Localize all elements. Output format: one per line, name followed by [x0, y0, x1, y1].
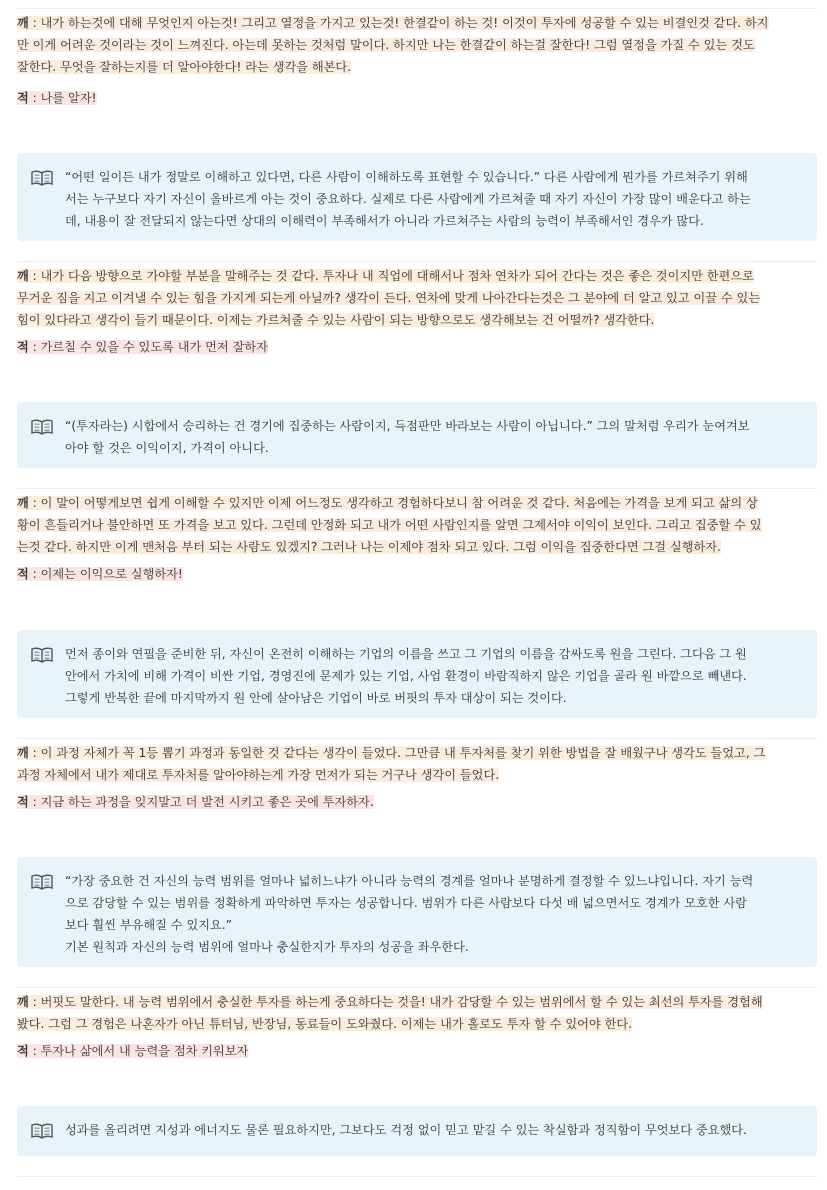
- reflection-text: 힘이 있다라고 생각이 들기 때문이다. 이제는 가르쳐줄 수 있는 사람이 되는 방향으로도 생각해보는 건 어떨까? 생각한다.: [17, 313, 655, 327]
- reflection-text: 봤다. 그럼 그 경험은 나혼자가 아닌 튜터님, 반장님, 동료들이 도와줬다. 이제는 내가 홀로도 투자 할 수 있어야 한다.: [17, 1017, 633, 1031]
- action-block[interactable]: [17, 336, 813, 358]
- open-book-icon: [31, 647, 53, 663]
- reflection-text: 내가 하는것에 대해 무엇인지 아는것! 그리고 열정을 가지고 있는것! 한결같이 하는 것! 이것이 투자에 성공할 수 있는 비결인것 같다. 하지: [40, 16, 769, 30]
- reflection-block[interactable]: [17, 742, 813, 786]
- separator: :: [28, 269, 41, 283]
- reflection-line: [17, 34, 813, 56]
- quote-line: 으로 감당할 수 있는 범위를 정확하게 파악하면 투자는 성공합니다. 범위가 다른 사람보다 다섯 배 넓으면서도 경계가 모호한 사람: [65, 896, 747, 910]
- apply-label: 적: [17, 795, 29, 809]
- reflection-text: 무거운 짐을 지고 이겨낼 수 있는 힘을 가지게 되는게 아닐까? 생각이 든다. 연차에 맞게 나아간다는것은 그 분야에 더 알고 있고 이끌 수 있는: [17, 291, 761, 305]
- separator: :: [28, 1044, 41, 1058]
- separator: :: [28, 16, 41, 30]
- divider: [17, 738, 817, 739]
- reflection-text: 내가 다음 방향으로 가야할 부분을 말해주는 것 같다. 투자나 내 직업에 대해서나 점차 연차가 되어 간다는 것은 좋은 것이지만 한편으로: [40, 269, 754, 283]
- reflection-line: [17, 514, 813, 536]
- quote-line: 안에서 가치에 비해 가격이 비싼 기업, 경영진에 문제가 있는 기업, 사업 환경이 바람직하지 않은 기업을 골라 원 바깥으로 빼낸다.: [65, 669, 747, 683]
- separator: :: [28, 91, 41, 105]
- separator: :: [28, 746, 41, 760]
- reflection-text: 이 말이 어떻게보면 쉽게 이해할 수 있지만 이제 어느정도 생각하고 경험하다보니 참 어려운 것 같다. 처음에는 가격을 보게 되고 삶의 상: [40, 496, 758, 510]
- divider: [17, 488, 817, 489]
- separator: :: [28, 496, 41, 510]
- action-line: [17, 336, 813, 358]
- separator: :: [28, 795, 41, 809]
- action-text: 지금 하는 과정을 잊지말고 더 발전 시키고 좋은 곳에 투자하자.: [40, 795, 374, 809]
- quote-callout[interactable]: [17, 402, 817, 468]
- action-block[interactable]: [17, 87, 813, 109]
- action-text: 가르칠 수 있을 수 있도록 내가 먼저 잘하자: [40, 340, 268, 354]
- action-text: 이제는 이익으로 실행하자!: [40, 567, 183, 581]
- quote-line: 먼저 종이와 연필을 준비한 뒤, 자신이 온전히 이해하는 기업의 이름을 쓰고 그 기업의 이름을 감싸도록 원을 그린다. 그다음 그 원: [65, 647, 747, 661]
- open-book-icon: [31, 1123, 53, 1139]
- reflection-text: 는것 같다. 하지만 이게 맨처음 부터 되는 사람도 있겠지? 그러나 나는 이제야 점차 되고 있다. 그럼 이익을 집중한다면 그걸 실행하자.: [17, 540, 721, 554]
- quote-callout[interactable]: [17, 857, 817, 967]
- action-line: [17, 791, 813, 813]
- quote-line: 기본 원칙과 자신의 능력 범위에 얼마나 충실한지가 투자의 성공을 좌우한다.: [65, 940, 469, 954]
- quote-line: “(투자라는) 시합에서 승리하는 건 경기에 집중하는 사람이지, 득점판만 바라보는 사람이 아닙니다.” 그의 말처럼 우리가 눈여겨보: [65, 419, 750, 433]
- action-block[interactable]: [17, 791, 813, 813]
- apply-label: 적: [17, 1044, 29, 1058]
- reflection-line: [17, 742, 813, 764]
- reflection-block[interactable]: [17, 492, 813, 558]
- reflection-block[interactable]: [17, 991, 813, 1035]
- realize-label: 깨: [17, 496, 29, 510]
- reflection-line: [17, 309, 813, 331]
- realize-label: 깨: [17, 995, 29, 1009]
- open-book-icon: [31, 874, 53, 890]
- reflection-line: [17, 1013, 813, 1035]
- divider: [17, 8, 817, 9]
- separator: :: [28, 995, 41, 1009]
- action-line: [17, 1040, 813, 1062]
- reflection-line: [17, 991, 813, 1013]
- reflection-text: 황이 흔들리거나 불안하면 또 가격을 보고 있다. 그런데 안정화 되고 내가 어떤 사람인지를 알면 그제서야 이익이 보인다. 그리고 집중할 수 있: [17, 518, 762, 532]
- action-block[interactable]: [17, 563, 813, 585]
- quote-line: 성과를 올리려면 지성과 에너지도 물론 필요하지만, 그보다도 걱정 없이 믿고 맡길 수 있는 착실함과 정직함이 무엇보다 중요했다.: [65, 1123, 747, 1137]
- action-line: [17, 563, 813, 585]
- reflection-line: [17, 56, 813, 78]
- quote-line: “가장 중요한 건 자신의 능력 범위를 얼마나 넓히느냐가 아니라 능력의 경계를 얼마나 분명하게 결정할 수 있느냐입니다. 자기 능력: [65, 874, 754, 888]
- reflection-line: [17, 536, 813, 558]
- reflection-text: 잘한다. 무엇을 잘하는지를 더 알아야한다! 라는 생각을 해본다.: [17, 60, 352, 74]
- apply-label: 적: [17, 567, 29, 581]
- quote-callout[interactable]: [17, 153, 817, 241]
- quote-line: 서는 누구보다 자기 자신이 올바르게 아는 것이 중요하다. 실제로 다른 사람에게 가르쳐줄 때 자기 자신이 가장 많이 배운다고 하는: [65, 192, 751, 206]
- divider: [17, 987, 817, 988]
- quote-line: “어떤 일이든 내가 정말로 이해하고 있다면, 다른 사람이 이해하도록 표현할 수 있습니다.” 다른 사람에게 뭔가를 가르쳐주기 위해: [65, 170, 748, 184]
- reflection-line: [17, 12, 813, 34]
- reflection-block[interactable]: [17, 12, 813, 78]
- apply-label: 적: [17, 91, 29, 105]
- reflection-line: [17, 287, 813, 309]
- quote-callout[interactable]: [17, 1106, 817, 1156]
- apply-label: 적: [17, 340, 29, 354]
- action-text: 나를 알자!: [40, 91, 97, 105]
- action-text: 투자나 삶에서 내 능력을 점차 키워보자: [40, 1044, 249, 1058]
- realize-label: 깨: [17, 269, 29, 283]
- reflection-text: 버핏도 말한다. 내 능력 범위에서 충실한 투자를 하는게 중요하다는 것을! 내가 감당할 수 있는 범위에서 할 수 있는 최선의 투자를 경험해: [40, 995, 763, 1009]
- realize-label: 깨: [17, 746, 29, 760]
- open-book-icon: [31, 419, 53, 435]
- reflection-line: [17, 764, 813, 786]
- quote-line: 그렇게 반복한 끝에 마지막까지 원 안에 살아남은 기업이 바로 버핏의 투자 대상이 되는 것이다.: [65, 691, 567, 705]
- reflection-block[interactable]: [17, 265, 813, 331]
- divider: [17, 261, 817, 262]
- quote-line: 보다 훨씬 부유해질 수 있지요.”: [65, 918, 232, 932]
- reflection-text: 만 이게 어려운 것이라는 것이 느껴진다. 아는데 못하는 것처럼 말이다. 하지만 나는 한결같이 하는걸 잘한다! 그럼 열정을 가질 수 있는 것도: [17, 38, 755, 52]
- action-block[interactable]: [17, 1040, 813, 1062]
- divider: [17, 1176, 817, 1177]
- separator: :: [28, 567, 41, 581]
- realize-label: 깨: [17, 16, 29, 30]
- reflection-text: 이 과정 자체가 꼭 1등 뽑기 과정과 동일한 것 같다는 생각이 들었다. 그만큼 내 투자처를 찾기 위한 방법을 잘 배웠구나 생각도 들었고, 그: [40, 746, 766, 760]
- action-line: [17, 87, 813, 109]
- quote-line: 아야 할 것은 이익이지, 가격이 아니다.: [65, 441, 269, 455]
- separator: :: [28, 340, 41, 354]
- reflection-line: [17, 265, 813, 287]
- quote-callout[interactable]: [17, 630, 817, 718]
- quote-line: 데, 내용이 잘 전달되지 않는다면 상대의 이해력이 부족해서가 아니라 가르쳐주는 사람의 능력이 부족해서인 경우가 많다.: [65, 214, 704, 228]
- reflection-text: 과정 자체에서 내가 제대로 투자처를 알아야하는게 가장 먼저가 되는 거구나 생각이 들었다.: [17, 768, 500, 782]
- open-book-icon: [31, 170, 53, 186]
- reflection-line: [17, 492, 813, 514]
